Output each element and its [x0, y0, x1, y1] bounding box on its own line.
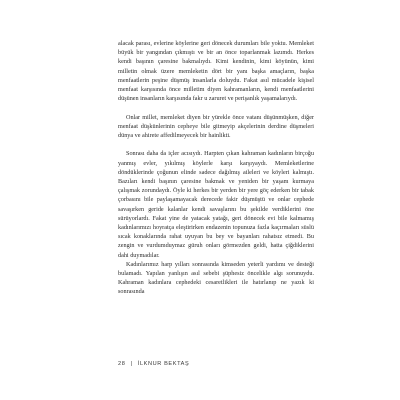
paragraph-2: Onlar millet, memleket diyen bir yürekle önce vatanı düşünmüşken, diğer menfaat düşkünlerinin cepheye bile gitmeyip akçelerinin derdine düşmeleri dünya ve ahirete affedilmeyecek bir hainlikti.	[118, 113, 314, 140]
paragraph-1: alacak parası, evlerine köylerine geri dönecek durumları bile yoktu. Memleket büyük bir yangından çıkmıştı ve bir an önce toparlanmak lazımdı. Herkes kendi başının çaresine bakmalıydı. Kimi kendinin, kimi köyünün, kimi milletin olmak üzere memleketin dört bir yanı başka amaçların, başka menfaatlerin peşine düşmüş insanlarla doluydu. Fakat asıl mücadele kişisel menfaat karşısında önce milletim diyen kahramanların, kendi menfaatlerini düşünen insanların karşısında fakr u zaruret ve perişanlık yaşamalarıydı.	[118, 40, 314, 103]
author-name: İLKNUR BEKTAŞ	[137, 361, 190, 367]
body-text	[118, 39, 314, 297]
paragraph-4: Kadınlarımız harp yılları sonrasında kimseden yeterli yardımı ve desteği bulamadı. Yapılan yanlışın asıl sebebi şüphesiz öncelikle algı sorunuydu. Kahraman kadınlara cephedeki cesaretlikleri ile hatırlanıp ne yazık ki sonrasında	[118, 260, 314, 296]
page-footer	[118, 361, 189, 367]
footer-separator: |	[130, 361, 133, 367]
page-number: 28	[118, 361, 126, 367]
paragraph-3: Sonrası daha da içler acısıydı. Harpten çıkan kahraman kadınların birçoğu yanmış evler, yıkılmış köylerle karşı karşıyaydı. Memleketlerine döndüklerinde çoğunun elinde sadece dağılmış aileleri ve köyleri kalmıştı. Bazıları kendi başının çaresine bakmak ve yeniden bir yaşam kurmaya çalışmak zorundaydı. Öyle ki herkes bir yerden bir yere göç ederken bir tabak çorbasını bile paylaşamayacak derecede fakir düşmüştü ve onlar cephede savaşırken geride kalanlar kendi savaşlarını bu şekilde verdiklerini öne sürüyorlardı. Fakat yine de yatacak yatağı, geri dönecek evi bile kalmamış kadınlarımızı hoyratça eleştirirken endazenin topunuza fazla kaçırmaları süslü sıcak konaklarında rahat uyuyan bu bey ve bayanları rahatsız etmedi. Bu zengin ve vurdumduymaz güruh onları görmezden geldi, hatta çiğdiklerini dahi duymadılar.	[118, 150, 314, 259]
